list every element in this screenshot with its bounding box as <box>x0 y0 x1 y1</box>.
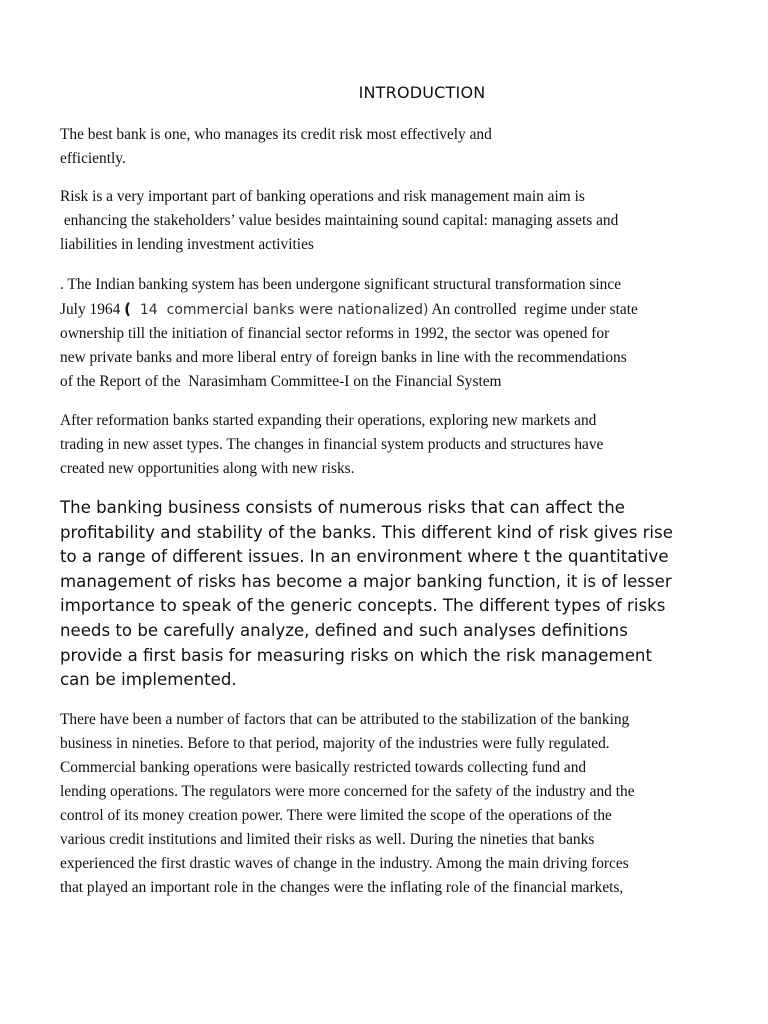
paragraph-line: provide a first basis for measuring risks on which the risk management <box>60 645 652 665</box>
paragraph-line: efficiently. <box>60 150 126 167</box>
paragraph-line: enhancing the stakeholders’ value besides maintaining sound capital: managing assets and <box>60 212 619 229</box>
paragraph-3 <box>60 273 638 394</box>
paragraph-line: After reformation banks started expanding their operations, exploring new markets and <box>60 412 597 429</box>
paragraph-line: Risk is a very important part of banking operations and risk management main aim is <box>60 188 585 205</box>
paragraph-line: to a range of different issues. In an environment where t the quantitative <box>60 547 669 567</box>
paragraph-line: liabilities in lending investment activities <box>60 236 314 253</box>
paragraph-line: management of risks has become a major banking function, it is of lesser <box>60 571 672 591</box>
paragraph-2 <box>60 185 618 257</box>
paragraph-line-mixed <box>60 297 638 322</box>
paragraph-line: importance to speak of the generic concepts. The different types of risks <box>60 596 666 616</box>
text-segment: An controlled regime under state <box>428 301 638 318</box>
paragraph-line: trading in new asset types. The changes in financial system products and structures have <box>60 436 604 453</box>
paragraph-line: business in nineties. Before to that period, majority of the industries were fully regulated. <box>60 735 610 752</box>
paragraph-line: experienced the first drastic waves of change in the industry. Among the main driving forces <box>60 855 629 872</box>
paragraph-line: created new opportunities along with new risks. <box>60 460 355 477</box>
paragraph-5-emphasis <box>60 496 673 693</box>
paragraph-line: new private banks and more liberal entry of foreign banks in line with the recommendations <box>60 349 627 366</box>
paren-open: ( <box>124 300 131 318</box>
paragraph-6 <box>60 708 635 900</box>
paragraph-line: Commercial banking operations were basically restricted towards collecting fund and <box>60 759 587 776</box>
paragraph-line: that played an important role in the changes were the inflating role of the financial markets, <box>60 879 624 896</box>
paragraph-line: lending operations. The regulators were more concerned for the safety of the industry and the <box>60 783 635 800</box>
paragraph-line: various credit institutions and limited their risks as well. During the nineties that banks <box>60 831 595 848</box>
nationalized-note: 14 commercial banks were nationalized) <box>131 302 429 318</box>
paragraph-line: ownership till the initiation of financial sector reforms in 1992, the sector was opened for <box>60 325 610 342</box>
paragraph-line: control of its money creation power. There were limited the scope of the operations of the <box>60 807 612 824</box>
paragraph-line: of the Report of the Narasimham Committee-I on the Financial System <box>60 373 502 390</box>
paragraph-line: . The Indian banking system has been undergone significant structural transformation since <box>60 276 622 293</box>
text-segment: July 1964 <box>60 301 125 318</box>
paragraph-line: can be implemented. <box>60 670 237 690</box>
paragraph-1 <box>60 123 492 171</box>
paragraph-line: needs to be carefully analyze, defined and such analyses definitions <box>60 620 628 640</box>
paragraph-line: There have been a number of factors that can be attributed to the stabilization of the banking <box>60 711 630 728</box>
paragraph-line: profitability and stability of the banks. This different kind of risk gives rise <box>60 522 673 542</box>
page-title: INTRODUCTION <box>358 83 486 102</box>
paragraph-line: The best bank is one, who manages its credit risk most effectively and <box>60 126 492 143</box>
paragraph-4 <box>60 409 603 481</box>
paragraph-line: The banking business consists of numerous risks that can affect the <box>60 498 625 517</box>
